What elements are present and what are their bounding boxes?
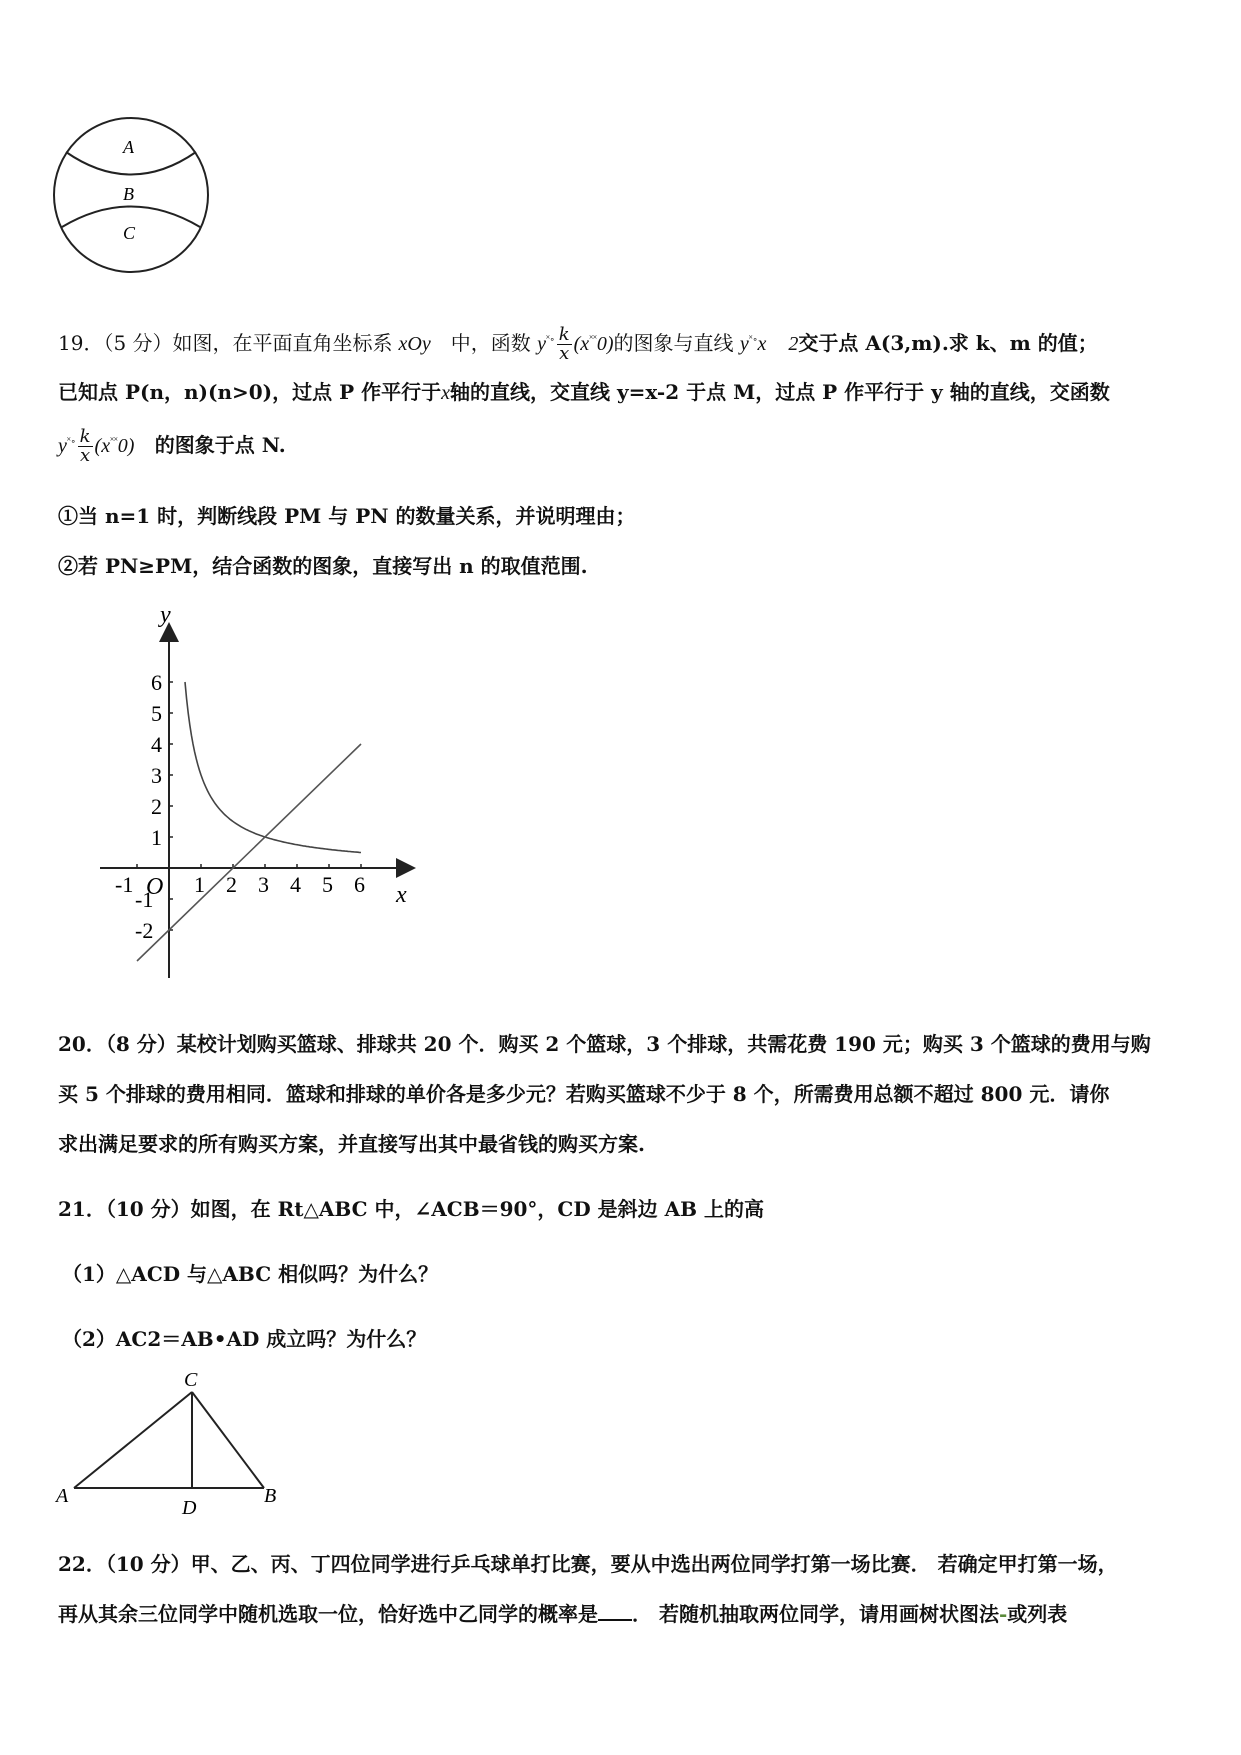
y-tick-label: 5 <box>151 701 162 726</box>
origin-label: O <box>146 874 164 900</box>
vertex-a: A <box>56 1485 69 1507</box>
q19-line-3: y˟∘ $\frac{k}{x}$ (x˟˟0) 的图象于点 N. <box>58 426 286 466</box>
x-tick-label: 5 <box>322 872 333 897</box>
q19-sub-2: ②若 PN≥PM，结合函数的图象，直接写出 n 的取值范围. <box>58 554 588 578</box>
vertex-c: C <box>184 1370 198 1391</box>
y-tick-label: -2 <box>135 918 154 943</box>
point-d: D <box>182 1497 197 1519</box>
q22-line-1: 22．（10 分）甲、乙、丙、丁四位同学进行乒乓球单打比赛，要从中选出两位同学打第一场比赛． 若确定甲打第一场， <box>58 1552 1118 1576</box>
label-b: B <box>123 184 134 204</box>
label-c: C <box>123 223 136 243</box>
fraction-k-over-x: $\frac{k}{x}$ <box>558 324 570 364</box>
hyperbola-curve <box>185 682 361 853</box>
q21-sub-2: （2）AC2＝AB•AD 成立吗？为什么？ <box>62 1327 427 1351</box>
function-graph <box>96 604 426 984</box>
q19-line-2: 已知点 P(n，n)(n>0)，过点 P 作平行于x轴的直线，交直线 y=x-2 于点 M，过点 P 作平行于 y 轴的直线，交函数 <box>58 380 1110 404</box>
y-tick-label: 4 <box>151 732 162 757</box>
y-axis-label: y <box>160 604 171 628</box>
q19-sub-1: ①当 n=1 时，判断线段 PM 与 PN 的数量关系，并说明理由； <box>58 504 636 528</box>
y-tick-label: 6 <box>151 670 162 695</box>
x-tick-label: 1 <box>194 872 205 897</box>
q21-line-1: 21．（10 分）如图，在 Rt△ABC 中，∠ACB＝90°，CD 是斜边 AB 上的高 <box>58 1197 765 1221</box>
vertex-b: B <box>264 1485 277 1507</box>
x-tick-label: 3 <box>258 872 269 897</box>
tick-labels <box>115 670 365 943</box>
q20-line-1: 20．（8 分）某校计划购买篮球、排球共 20 个．购买 2 个篮球，3 个排球，共需花费 190 元；购买 3 个篮球的费用与购 <box>58 1032 1151 1056</box>
circle-figure <box>50 114 212 276</box>
straight-line <box>137 744 361 961</box>
y-tick-label: 3 <box>151 763 162 788</box>
label-a: A <box>123 137 134 157</box>
triangle-figure <box>52 1370 302 1520</box>
answer-blank[interactable] <box>598 1601 632 1621</box>
y-tick-label: -1 <box>135 887 154 912</box>
q20-line-2: 买 5 个排球的费用相同．篮球和排球的单价各是多少元？若购买篮球不少于 8 个，所需费用总额不超过 800 元．请你 <box>58 1082 1110 1106</box>
q21-sub-1: （1）△ACD 与△ABC 相似吗？为什么？ <box>62 1262 439 1286</box>
y-tick-label: 1 <box>151 825 162 850</box>
y-tick-label: 2 <box>151 794 162 819</box>
x-tick-label: 6 <box>354 872 365 897</box>
x-axis-label: x <box>396 882 407 908</box>
side-bc <box>192 1392 264 1488</box>
q20-line-3: 求出满足要求的所有购买方案，并直接写出其中最省钱的购买方案. <box>58 1132 645 1156</box>
x-tick-label: 4 <box>290 872 301 897</box>
q19-line-1: 19．（5 分）如图，在平面直角坐标系 xOy 中，函数 y˟∘ $\frac{k}{x}$ (x˟˟0)的图象与直线 y˟∘x 2交于点 A(3,m).求 k、m 的值； <box>58 324 1098 364</box>
x-tick-label: 2 <box>226 872 237 897</box>
q22-line-2: 再从其余三位同学中随机选取一位，恰好选中乙同学的概率是 ． 若随机抽取两位同学，请用画树状图法-或列表 <box>58 1602 1068 1626</box>
side-ac <box>74 1392 192 1488</box>
fraction-k-over-x-2: $\frac{k}{x}$ <box>79 426 91 466</box>
x-tick-label: -1 <box>115 872 134 897</box>
